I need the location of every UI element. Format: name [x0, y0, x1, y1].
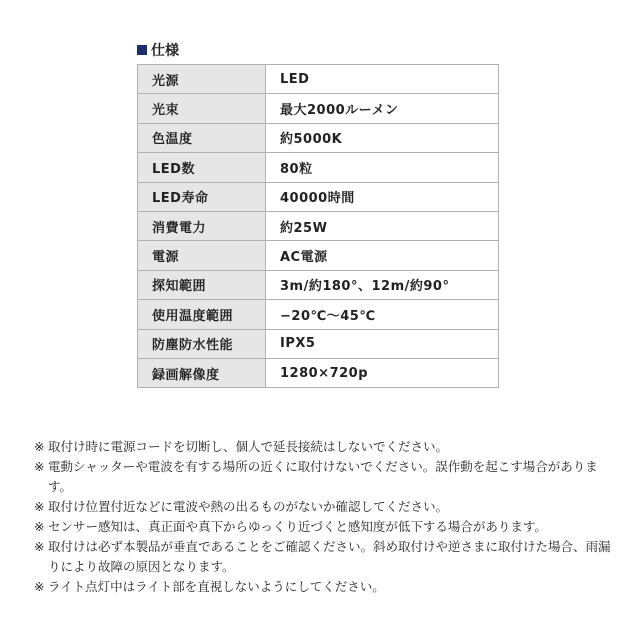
table-row: [138, 123, 499, 152]
table-row: [138, 358, 499, 387]
spec-table: [137, 64, 499, 388]
spec-label: 消費電力: [138, 211, 266, 240]
spec-value: 40000時間: [266, 182, 499, 211]
note-item: [34, 537, 614, 577]
note-text: 取付けは必ず本製品が垂直であることをご確認ください。斜め取付けや逆さまに取付けた場合、雨漏りにより故障の原因となります。: [48, 539, 611, 574]
notes-list: [34, 437, 614, 597]
spec-label: 光束: [138, 94, 266, 123]
spec-value: −20℃〜45℃: [266, 300, 499, 329]
spec-value: IPX5: [266, 329, 499, 358]
note-text: 取付け時に電源コードを切断し、個人で延長接続はしないでください。: [48, 439, 449, 454]
spec-value: 3m/約180°、12m/約90°: [266, 270, 499, 299]
note-mark: ※: [34, 539, 45, 554]
note-text: 取付け位置付近などに電波や熱の出るものがないか確認してください。: [48, 499, 449, 514]
table-row: [138, 153, 499, 182]
spec-value: AC電源: [266, 241, 499, 270]
spec-value: 約25W: [266, 211, 499, 240]
section-heading: [137, 40, 179, 60]
table-row: [138, 241, 499, 270]
spec-label: 探知範囲: [138, 270, 266, 299]
table-row: [138, 182, 499, 211]
note-item: [34, 497, 614, 517]
note-mark: ※: [34, 579, 45, 594]
note-mark: ※: [34, 499, 45, 514]
note-text: ライト点灯中はライト部を直視しないようにしてください。: [48, 579, 385, 594]
note-mark: ※: [34, 519, 45, 534]
spec-label: LED数: [138, 153, 266, 182]
note-text: 電動シャッターや電波を有する場所の近くに取付けないでください。誤作動を起こす場合があります。: [48, 459, 598, 494]
table-row: [138, 300, 499, 329]
note-mark: ※: [34, 439, 45, 454]
spec-label: 色温度: [138, 123, 266, 152]
table-row: [138, 65, 499, 94]
table-row: [138, 329, 499, 358]
spec-label: 電源: [138, 241, 266, 270]
heading-square-icon: [137, 45, 147, 55]
note-item: [34, 457, 614, 497]
table-row: [138, 270, 499, 299]
spec-label: 録画解像度: [138, 358, 266, 387]
spec-label: 使用温度範囲: [138, 300, 266, 329]
section-title: 仕様: [151, 43, 179, 59]
spec-value: 約5000K: [266, 123, 499, 152]
note-item: [34, 517, 614, 537]
spec-label: 光源: [138, 65, 266, 94]
spec-value: 80粒: [266, 153, 499, 182]
spec-label: LED寿命: [138, 182, 266, 211]
table-row: [138, 94, 499, 123]
spec-value: 1280×720p: [266, 358, 499, 387]
note-item: [34, 437, 614, 457]
note-mark: ※: [34, 459, 45, 474]
note-text: センサー感知は、真正面や真下からゆっくり近づくと感知度が低下する場合があります。: [48, 519, 547, 534]
spec-value: 最大2000ルーメン: [266, 94, 499, 123]
note-item: [34, 577, 614, 597]
spec-label: 防塵防水性能: [138, 329, 266, 358]
table-row: [138, 211, 499, 240]
spec-value: LED: [266, 65, 499, 94]
